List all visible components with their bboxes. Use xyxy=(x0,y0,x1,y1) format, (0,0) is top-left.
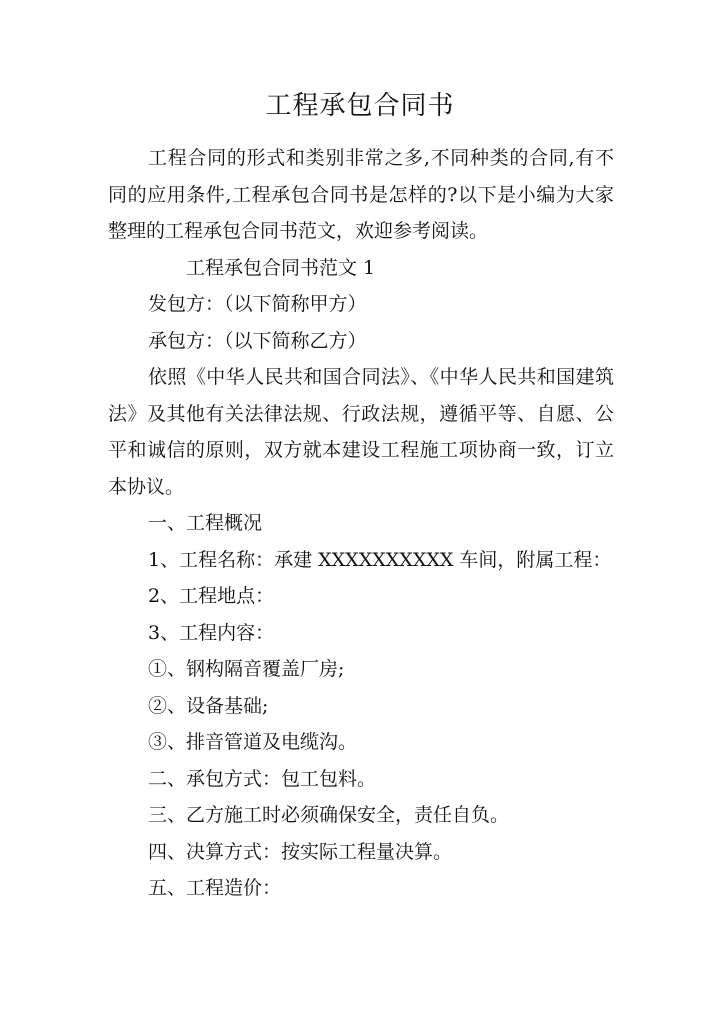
clause-project-content: 3、工程内容： xyxy=(148,621,275,644)
party-b-line: 承包方：（以下简称乙方） xyxy=(148,329,367,352)
section-cost: 五、工程造价： xyxy=(148,877,282,899)
section-heading-overview: 一、工程概况 xyxy=(148,512,263,534)
section-settlement: 四、决算方式：按实际工程量决算。 xyxy=(148,840,453,863)
sample-heading: 工程承包合同书范文 1 xyxy=(186,256,376,279)
content-item-3: ③、排音管道及电缆沟。 xyxy=(148,731,358,753)
legal-basis-paragraph: 依照《中华人民共和国合同法》、《中华人民共和国建筑法》及其他有关法律法规、行政法规，遵循平等、自愿、公平和诚信的原则，双方就本建设工程施工项协商一致，订立本协议。 xyxy=(108,366,614,498)
content-item-1: ①、钢构隔音覆盖厂房; xyxy=(148,658,345,680)
section-safety: 三、乙方施工时必须确保安全，责任自负。 xyxy=(148,804,510,826)
content-item-2: ②、设备基础; xyxy=(148,694,269,717)
intro-paragraph: 工程合同的形式和类别非常之多,不同种类的合同,有不同的应用条件,工程承包合同书是怎样的?以下是小编为大家整理的工程承包合同书范文，欢迎参考阅读。 xyxy=(108,147,614,242)
clause-project-location: 2、工程地点： xyxy=(148,585,275,607)
section-contract-method: 二、承包方式：包工包料。 xyxy=(148,767,377,790)
party-a-line: 发包方：（以下简称甲方） xyxy=(148,293,367,315)
document-title: 工程承包合同书 xyxy=(265,91,455,121)
clause-project-name: 1、工程名称：承建 XXXXXXXXXX 车间，附属工程： xyxy=(148,548,612,571)
document-body xyxy=(108,140,614,907)
